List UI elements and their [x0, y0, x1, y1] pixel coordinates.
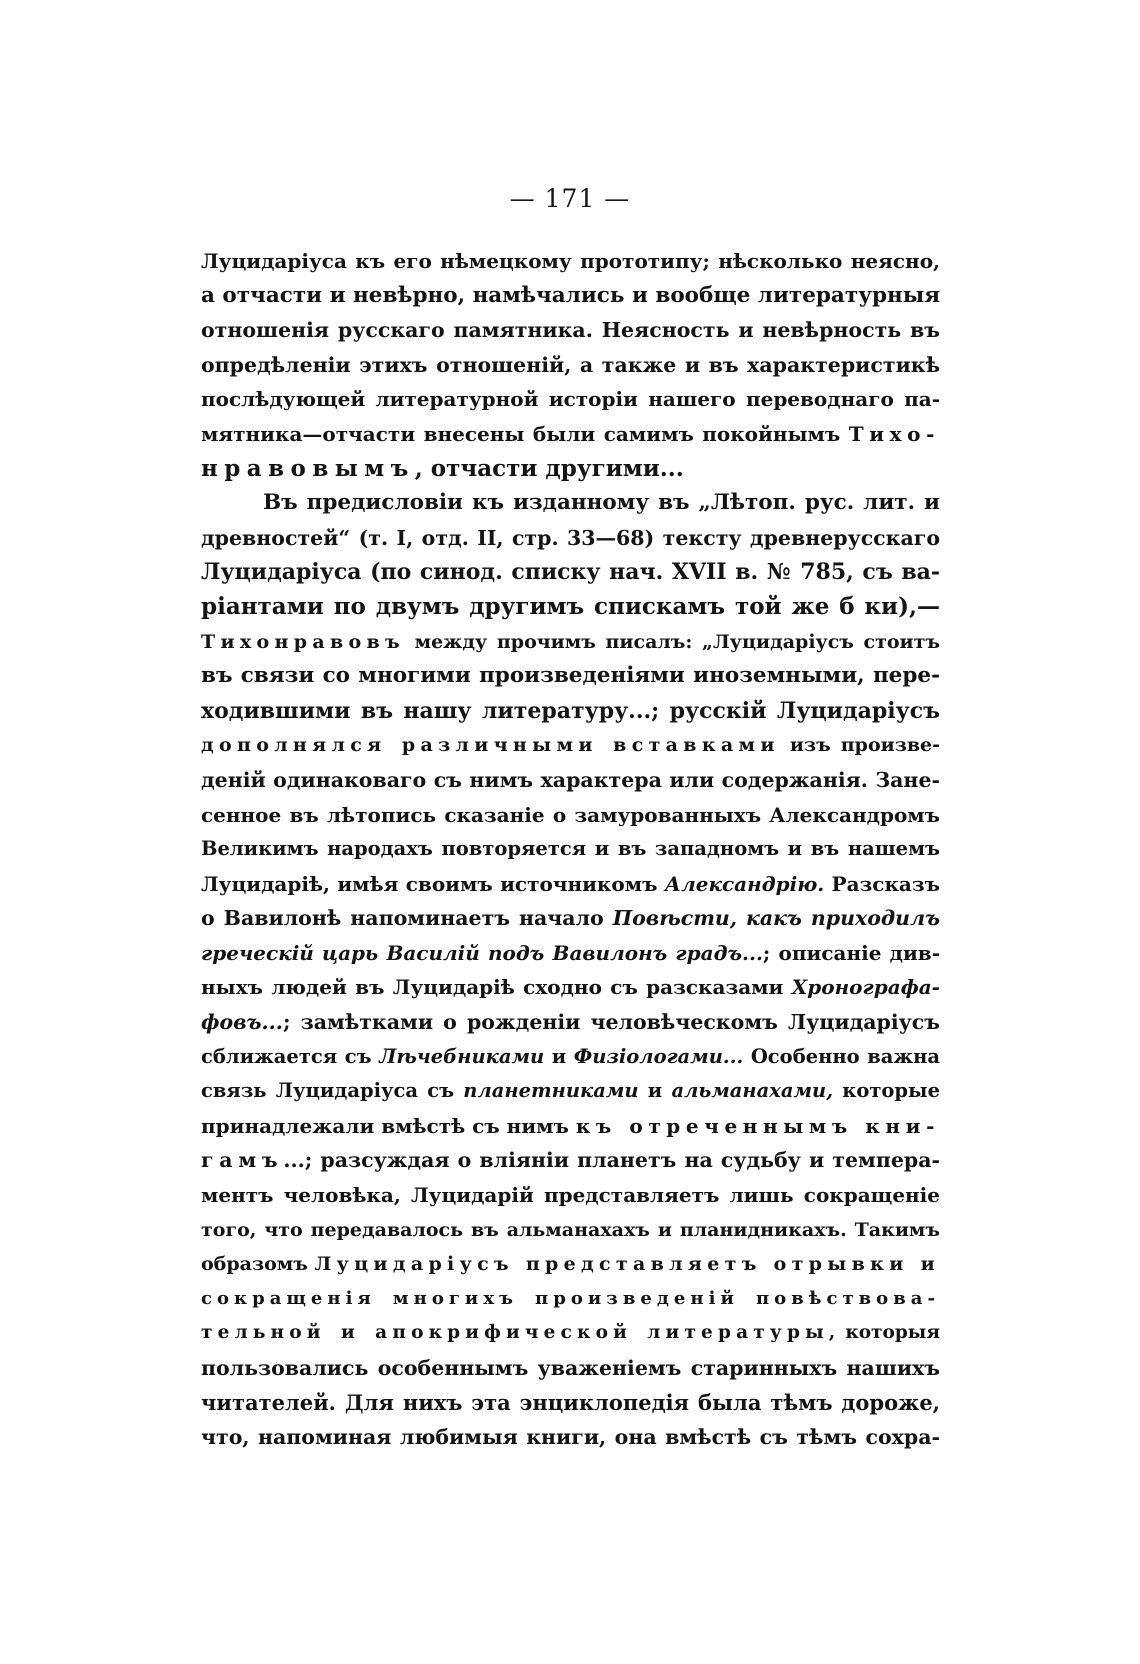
- text-run: между прочимъ писалъ: „Луцидаріусъ стоитъ: [404, 630, 940, 653]
- text-run: которые: [833, 1079, 941, 1103]
- text-run: того, что передавалось въ альманахахъ и планидникахъ. Такимъ: [201, 1218, 940, 1241]
- italic-text: Хронографа-: [791, 975, 940, 1000]
- text-line: [201, 348, 940, 383]
- text-run: Разсказъ: [824, 871, 940, 896]
- spaced-text: Луцидаріусъ представляетъ отрывки и: [314, 1253, 940, 1276]
- text-line: [201, 486, 940, 521]
- text-run: сближается съ: [201, 1044, 380, 1068]
- text-run: ...; разсуждая о вліяніи планетъ на судьбу и темпера-: [283, 1148, 940, 1173]
- italic-text: Лѣчебниками: [379, 1044, 545, 1068]
- spaced-text: тельной и апокрифической литературы: [201, 1322, 829, 1344]
- text-line: [201, 659, 940, 694]
- text-run: деній одинаковаго съ нимъ характера или содержанія. Зане-: [201, 767, 940, 792]
- text-line: [201, 936, 940, 971]
- text-line: [201, 1213, 940, 1248]
- italic-text: Александрію.: [664, 871, 825, 896]
- text-run: Въ предисловіи къ изданному въ „Лѣтоп. рус. лит. и: [263, 490, 940, 516]
- italic-text: греческій царь Василій подъ Вавилонъ градъ...: [201, 940, 763, 965]
- text-run: Луцидаріѣ, имѣя своимъ источникомъ: [201, 871, 665, 896]
- text-line: [201, 1386, 940, 1421]
- text-run: связь Луцидаріуса съ: [201, 1079, 464, 1103]
- text-line: [201, 901, 940, 936]
- text-line: [201, 1074, 940, 1109]
- text-run: принадлежали вмѣстѣ съ нимъ: [201, 1113, 576, 1138]
- text-run: древностей“ (т. I, отд. II, стр. 33—68) тексту древнерусскаго: [201, 525, 940, 550]
- spaced-text: дополнялся различными вставками: [201, 734, 780, 757]
- text-line: [201, 313, 940, 348]
- text-line: [201, 555, 940, 590]
- text-line: [201, 1178, 940, 1213]
- spaced-text: Тихонравовъ: [201, 630, 405, 653]
- text-run: мятника—отчасти внесены были самимъ покойнымъ: [201, 421, 849, 446]
- text-line: [201, 1351, 940, 1386]
- text-run: , отчасти другими...: [414, 454, 684, 482]
- text-run: изъ произве-: [779, 734, 941, 757]
- text-line: [201, 867, 940, 902]
- text-run: а отчасти и невѣрно, намѣчались и вообще литературныя: [201, 282, 941, 308]
- text-line: [201, 1282, 940, 1317]
- italic-text: Физіологами...: [573, 1044, 744, 1068]
- text-run: Великимъ народахъ повторяется и въ западномъ и въ нашемъ: [201, 837, 940, 861]
- text-run: ныхъ людей въ Луцидаріѣ сходно съ разсказами: [201, 975, 792, 1000]
- text-line: [201, 1040, 940, 1075]
- page-number: — 171 —: [509, 184, 631, 213]
- text-line: [201, 382, 940, 417]
- text-line: [201, 1420, 940, 1455]
- italic-text: фовъ...: [201, 1010, 283, 1035]
- body-text: [201, 244, 940, 1455]
- text-run: Луцидаріуса къ его нѣмецкому прототипу; нѣсколько неясно,: [201, 249, 940, 273]
- text-run: что, напоминая любимыя книги, она вмѣстѣ съ тѣмъ сохра-: [201, 1425, 940, 1450]
- text-run: читателей. Для нихъ эта энциклопедія была тѣмъ дороже,: [201, 1389, 940, 1415]
- text-line: [201, 798, 940, 833]
- text-run: и: [638, 1079, 672, 1103]
- text-line: [201, 1143, 940, 1178]
- text-line: [201, 590, 940, 625]
- text-line: [201, 763, 940, 798]
- text-line: [201, 832, 940, 867]
- text-run: ріантами по двумъ другимъ спискамъ той же б ки),—: [201, 592, 940, 620]
- text-run: въ связи со многими произведеніями иноземными, пере-: [201, 663, 940, 689]
- italic-text: альманахами,: [671, 1079, 834, 1103]
- text-run: о Вавилонѣ напоминаетъ начало: [201, 906, 613, 931]
- text-run: , которыя: [828, 1322, 940, 1344]
- text-run: ментъ человѣка, Луцидарій представляетъ лишь сокращеніе: [201, 1183, 940, 1208]
- text-run: ; описаніе див-: [762, 940, 940, 965]
- text-run: Особенно важна: [743, 1044, 940, 1068]
- text-run: и: [544, 1044, 574, 1068]
- spaced-text: нравовымъ: [201, 454, 415, 482]
- text-line: [201, 279, 940, 314]
- text-run: Луцидаріуса (по синод. списку нач. XVII в. № 785, съ ва-: [201, 559, 940, 586]
- text-run: сенное въ лѣтопись сказаніе о замурованныхъ Александромъ: [201, 802, 940, 827]
- text-line: [201, 417, 940, 452]
- text-run: опредѣленіи этихъ отношеній, а также и въ характеристикѣ: [201, 352, 940, 377]
- text-line: [201, 1247, 940, 1282]
- italic-text: планетниками: [463, 1079, 639, 1103]
- spaced-text: къ отреченнымъ кни-: [575, 1113, 941, 1138]
- text-line: [201, 694, 940, 729]
- text-line: [201, 625, 940, 660]
- text-line: [201, 452, 940, 487]
- text-run: пользовались особеннымъ уваженіемъ старинныхъ нашихъ: [201, 1356, 940, 1380]
- text-run: ходившими въ нашу литературу...; русскій Луцидаріусъ: [201, 697, 940, 724]
- text-run: образомъ: [201, 1253, 315, 1276]
- text-line: [201, 521, 940, 556]
- text-run: послѣдующей литературной исторіи нашего переводнаго па-: [201, 387, 940, 412]
- text-line: [201, 970, 940, 1005]
- spaced-text: сокращенія многихъ произведеній повѣствова-: [201, 1287, 940, 1309]
- spaced-text: Тихо-: [848, 421, 940, 446]
- text-run: отношенія русскаго памятника. Неясность и невѣрность въ: [201, 318, 940, 343]
- text-line: [201, 1316, 940, 1351]
- text-line: [201, 728, 940, 763]
- text-line: [201, 1005, 940, 1040]
- italic-text: Повѣсти, какъ приходилъ: [612, 906, 940, 931]
- text-line: [201, 1109, 940, 1144]
- spaced-text: гамъ: [201, 1148, 284, 1173]
- text-run: ; замѣтками о рожденіи человѣческомъ Луцидаріусъ: [282, 1010, 940, 1035]
- text-line: [201, 244, 940, 279]
